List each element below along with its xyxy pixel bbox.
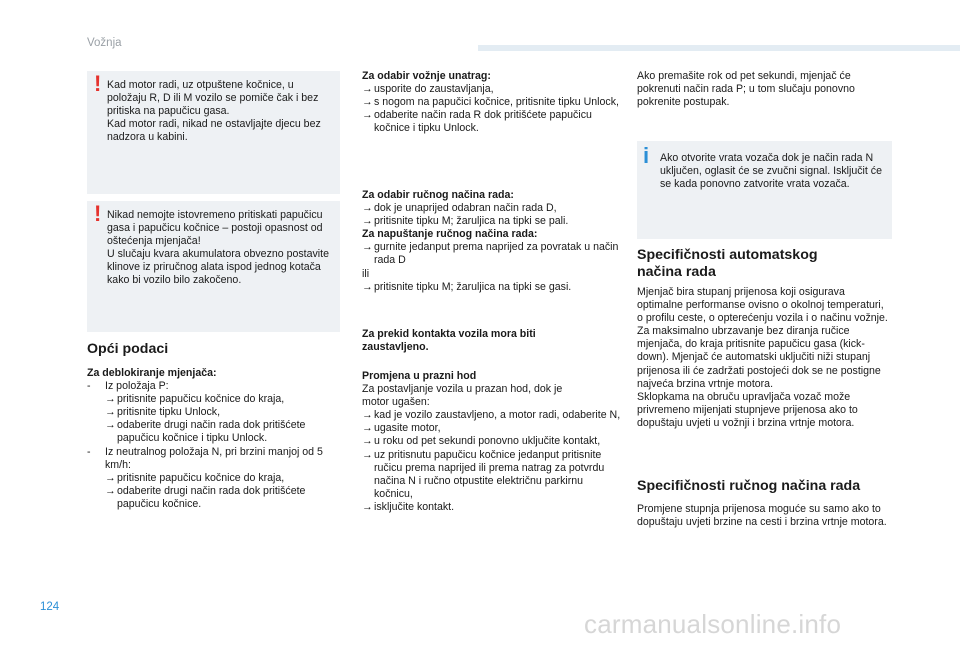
list-item: → kad je vozilo zaustavljeno, a motor radi, odaberite N, (362, 409, 621, 422)
manual-text: Promjene stupnja prijenosa moguće su samo ako to dopuštaju uvjeti brzine na cesti i brzina vrtnje motora. (637, 503, 887, 529)
neutral-block (362, 370, 624, 514)
reverse-heading: Za odabir vožnje unatrag: (362, 70, 491, 82)
list-item: → uz pritisnutu papučicu kočnice jedanput pritisnite ručicu prema naprijed ili prema natrag za potvrdu načina N i ručno otpustite električnu parkirnu kočnicu, (362, 448, 605, 500)
manual-select-heading: Za odabir ručnog načina rada: (362, 189, 514, 201)
exclamation-icon: ! (94, 201, 102, 226)
list-item: → pritisnite papučicu kočnice do kraja, (105, 471, 285, 484)
arrow-bullet-icon: → (105, 484, 116, 497)
info-text: Ako otvorite vrata vozača dok je način rada N uključen, oglasit će se zvučni signal. Isključit će se kada ponovno zatvorite vrata vozača. (660, 152, 882, 191)
list-item: → pritisnite tipku Unlock, (105, 406, 221, 419)
list-item: → isključite kontakt. (362, 500, 455, 513)
watermark: carmanualsonline.info (584, 609, 842, 639)
arrow-bullet-icon: → (362, 435, 373, 448)
arrow-bullet-icon: → (362, 448, 373, 461)
arrow-bullet-icon: → (362, 241, 373, 254)
exclamation-icon: ! (94, 71, 102, 96)
arrow-bullet-icon: → (362, 96, 373, 109)
dash-text: Iz neutralnog položaja N, pri brzini manjoj od 5 km/h: (105, 445, 323, 471)
warning-note-1 (87, 71, 340, 194)
interrupt-heading: Za prekid kontakta vozila mora biti zaustavljeno. (362, 328, 536, 354)
list-item: → pritisnite tipku M; žaruljica na tipki se gasi. (362, 280, 572, 293)
list-item: → dok je unaprijed odabran način rada D, (362, 202, 557, 215)
arrow-bullet-icon: → (105, 393, 116, 406)
unlock-heading: Za deblokiranje mjenjača: (87, 367, 217, 379)
manual-select-block (362, 189, 624, 294)
warning-note-2 (87, 201, 340, 332)
auto-title: Specifičnosti automatskog načina rada (637, 247, 818, 280)
arrow-bullet-icon: → (105, 406, 116, 419)
arrow-bullet-icon: → (362, 83, 373, 96)
manual-title: Specifičnosti ručnog načina rada (637, 478, 861, 494)
list-item: → pritisnite tipku M; žaruljica na tipki se pali. (362, 215, 569, 228)
dash-item: - Iz položaja P: (87, 380, 169, 393)
arrow-bullet-icon: → (105, 471, 116, 484)
arrow-bullet-icon: → (362, 422, 373, 435)
dash-text: Iz položaja P: (105, 380, 169, 393)
list-item: → gurnite jedanput prema naprijed za povratak u način rada D (362, 241, 619, 267)
info-note (637, 141, 892, 239)
arrow-bullet-icon: → (362, 109, 373, 122)
list-item: → odaberite drugi način rada dok pritišćete papučicu kočnice i tipku Unlock. (105, 419, 306, 445)
arrow-bullet-icon: → (105, 419, 116, 432)
list-item: → pritisnite papučicu kočnice do kraja, (105, 393, 285, 406)
neutral-heading: Promjena u prazni hod (362, 370, 477, 382)
header-bar (478, 45, 960, 51)
general-title: Opći podaci (87, 341, 169, 357)
manual-exit-heading: Za napuštanje ručnog načina rada: (362, 228, 538, 241)
info-icon: i (643, 143, 650, 168)
list-item: → u roku od pet sekundi ponovno uključite kontakt, (362, 435, 601, 448)
warning-text-1: Kad motor radi, uz otpuštene kočnice, u položaju R, D ili M vozilo se pomiče čak i bez pritiska na papučicu gasa. Kad motor radi, nikad ne ostavljajte djecu bez nadzora u kabini. (107, 79, 321, 144)
dash-item: - Iz neutralnog položaja N, pri brzini manjoj od 5 km/h: (87, 445, 323, 471)
arrow-bullet-icon: → (362, 409, 373, 422)
arrow-bullet-icon: → (362, 215, 373, 228)
list-item: → odaberite drugi način rada dok pritišćete papučicu kočnice. (105, 484, 306, 510)
arrow-bullet-icon: → (362, 280, 373, 293)
reverse-block (362, 70, 624, 135)
unlock-block (87, 367, 340, 511)
or-text: ili (362, 267, 370, 280)
auto-text: Mjenjač bira stupanj prijenosa koji osigurava optimalne performanse ovisno o okolnoj temperaturi, o profilu ceste, o opterećenju vozila i o načinu vožnje. Za maksimalno ubrzavanje bez diranja ručice mjenjača, do kraja pritisnite papučicu gasa (kick-down). Mjenjač će automatski uključiti niži stupanj prijenosa ili će zadržati postojeći dok se ne postigne najveća brzina vrtnje motora. Sklopkama na obruču upravljača vozač može privremeno mijenjati stupnjeve prijenosa ako to dopuštaju uvjeti u vožnji i brzina vrtnje motora. (637, 286, 888, 429)
list-item: → ugasite motor, (362, 422, 441, 435)
list-item: → odaberite način rada R dok pritišćete papučicu kočnice i tipku Unlock. (362, 109, 592, 135)
warning-text-2: Nikad nemojte istovremeno pritiskati papučicu gasa i papučicu kočnice – postoji opasnost od oštećenja mjenjača! U slučaju kvara akumulatora obvezno postavite klinove iz priručnog alata ispod jednog kotača kako bi vozilo bilo zakočeno. (107, 209, 329, 287)
page-number: 124 (40, 601, 60, 613)
arrow-bullet-icon: → (362, 202, 373, 215)
timeout-paragraph: Ako premašite rok od pet sekundi, mjenjač će pokrenuti način rada P; u tom slučaju ponovno pokrenite postupak. (637, 70, 855, 109)
neutral-intro: Za postavljanje vozila u prazan hod, dok je motor ugašen: (362, 383, 563, 409)
section-label: Vožnja (87, 37, 122, 49)
list-item: → usporite do zaustavljanja, (362, 83, 494, 96)
list-item: → s nogom na papučici kočnice, pritisnite tipku Unlock, (362, 96, 619, 109)
arrow-bullet-icon: → (362, 500, 373, 513)
